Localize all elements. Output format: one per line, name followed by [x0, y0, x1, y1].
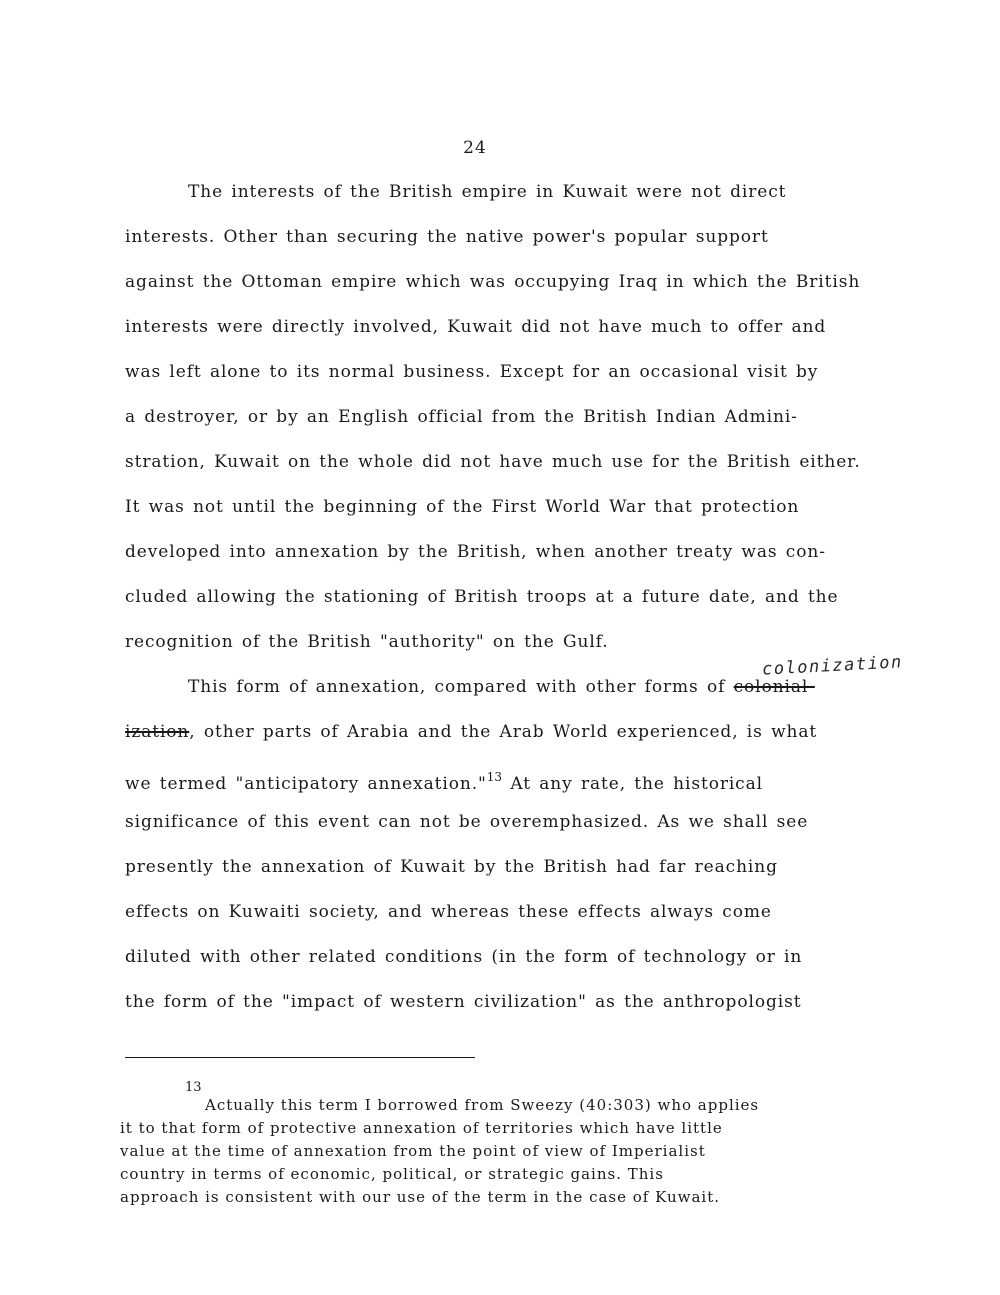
paragraph-2-line-1: [188, 675, 815, 699]
paragraph-1-line-3: against the Ottoman empire which was occupying Iraq in which the British: [125, 272, 861, 292]
struck-word-colonial: colonial-: [733, 677, 815, 697]
footnote-divider: [125, 1057, 475, 1058]
footnote-number: 13: [185, 1080, 202, 1095]
paragraph-2-line-2: [125, 720, 817, 744]
paragraph-2-line-3-rest: At any rate, the historical: [502, 774, 763, 794]
paragraph-2-line-3: [125, 765, 763, 794]
paragraph-1-line-2: interests. Other than securing the native power's popular support: [125, 227, 769, 247]
footnote-reference: 13: [486, 770, 503, 784]
paragraph-1-line-7: stration, Kuwait on the whole did not have much use for the British either.: [125, 452, 861, 472]
paragraph-1-line-11: recognition of the British "authority" on the Gulf.: [125, 632, 609, 652]
footnote-line-2: it to that form of protective annexation of territories which have little: [120, 1119, 723, 1137]
paragraph-2-line-2-text: , other parts of Arabia and the Arab World experienced, is what: [189, 722, 818, 742]
footnote-line-5: approach is consistent with our use of the term in the case of Kuwait.: [120, 1188, 721, 1206]
paragraph-2-line-7: diluted with other related conditions (in the form of technology or in: [125, 947, 803, 967]
paragraph-2-line-8: the form of the "impact of western civilization" as the anthropologist: [125, 992, 802, 1012]
paragraph-1-line-1: The interests of the British empire in Kuwait were not direct: [188, 182, 787, 202]
footnote-line-3: value at the time of annexation from the point of view of Imperialist: [120, 1142, 706, 1160]
paragraph-1-line-9: developed into annexation by the British, when another treaty was con-: [125, 542, 826, 562]
paragraph-2-line-4: significance of this event can not be overemphasized. As we shall see: [125, 812, 809, 832]
handwritten-correction: colonization: [761, 652, 904, 680]
page-number: 24: [463, 138, 487, 158]
paragraph-1-line-6: a destroyer, or by an English official from the British Indian Admini-: [125, 407, 798, 427]
paragraph-1-line-10: cluded allowing the stationing of British troops at a future date, and the: [125, 587, 839, 607]
paragraph-2-line-3-text: we termed "anticipatory annexation.": [125, 774, 487, 794]
struck-word-ization: ization: [125, 722, 190, 742]
footnote-line-4: country in terms of economic, political, or strategic gains. This: [120, 1165, 664, 1183]
paragraph-2-line-6: effects on Kuwaiti society, and whereas these effects always come: [125, 902, 772, 922]
footnote-line-1: Actually this term I borrowed from Sweezy (40:303) who applies: [205, 1096, 760, 1114]
paragraph-2-line-5: presently the annexation of Kuwait by the British had far reaching: [125, 857, 778, 877]
paragraph-2-line-1-text: This form of annexation, compared with other forms of: [188, 677, 734, 697]
paragraph-1-line-5: was left alone to its normal business. Except for an occasional visit by: [125, 362, 819, 382]
paragraph-1-line-4: interests were directly involved, Kuwait did not have much to offer and: [125, 317, 827, 337]
paragraph-1-line-8: It was not until the beginning of the First World War that protection: [125, 497, 800, 517]
